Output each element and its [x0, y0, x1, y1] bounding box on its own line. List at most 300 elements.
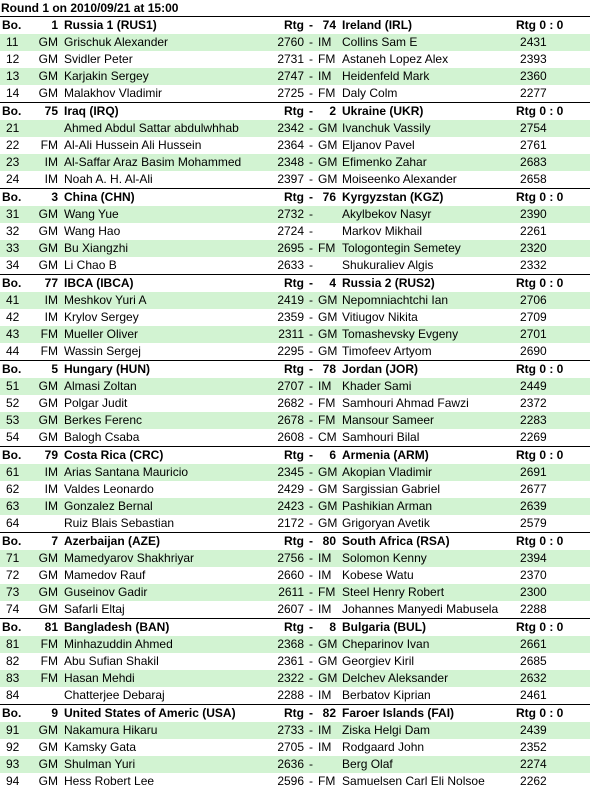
- player1-title: GM: [38, 740, 58, 754]
- separator: -: [309, 585, 314, 599]
- player2-name: Samhouri Bilal: [342, 430, 420, 444]
- board-number: 14: [6, 86, 20, 100]
- board-row: [0, 85, 590, 103]
- player1-name: Arias Santana Mauricio: [64, 465, 189, 479]
- team2-number: 6: [329, 448, 337, 462]
- match-header-row: [0, 103, 590, 121]
- separator: -: [309, 534, 314, 548]
- player1-title: FM: [40, 138, 58, 152]
- pairings-table: [0, 16, 590, 790]
- separator: -: [309, 35, 314, 49]
- match-header-row: [0, 17, 590, 35]
- team1-number: 9: [51, 706, 58, 720]
- player2-name: Samuelsen Carl Eli Nolsoe: [342, 774, 485, 788]
- player1-title: GM: [38, 568, 58, 582]
- team1-number: 79: [44, 448, 58, 462]
- player2-rating: 2352: [520, 740, 547, 754]
- player1-name: Grischuk Alexander: [64, 35, 169, 49]
- player1-rating: 2364: [277, 138, 305, 152]
- player2-rating: 2658: [520, 172, 547, 186]
- board-row: [0, 601, 590, 619]
- player2-name: Georgiev Kiril: [342, 654, 415, 668]
- player1-name: Ruiz Blais Sebastian: [64, 516, 175, 530]
- player1-title: IM: [44, 310, 58, 324]
- player2-name: Collins Sam E: [342, 35, 418, 49]
- player2-rating: 2262: [520, 774, 547, 788]
- board-row: [0, 481, 590, 498]
- rating-label: Rtg: [284, 534, 305, 548]
- player2-rating: 2370: [520, 568, 547, 582]
- player1-name: Balogh Csaba: [64, 430, 140, 444]
- player1-rating: 2682: [277, 396, 305, 410]
- player2-rating: 2274: [520, 757, 547, 771]
- match-header-row: [0, 619, 590, 637]
- player2-title: FM: [318, 86, 336, 100]
- player1-name: Karjakin Sergey: [64, 69, 149, 83]
- player1-name: Bu Xiangzhi: [64, 241, 129, 255]
- board-row: [0, 51, 590, 68]
- player2-title: FM: [318, 52, 336, 66]
- team2-number: 76: [322, 190, 337, 204]
- board-number: 64: [6, 516, 20, 530]
- board-number: 72: [6, 568, 20, 582]
- player2-name: Astaneh Lopez Alex: [342, 52, 449, 66]
- player2-name: Delchev Aleksander: [342, 671, 449, 685]
- player1-rating: 2429: [277, 482, 305, 496]
- player2-rating: 2632: [520, 671, 547, 685]
- player2-rating: 2393: [520, 52, 547, 66]
- player2-name: Johannes Manyedi Mabusela: [342, 602, 499, 616]
- board-number: 21: [6, 121, 20, 135]
- player2-name: Vitiugov Nikita: [342, 310, 418, 324]
- player1-title: GM: [38, 241, 58, 255]
- player1-title: [36, 515, 62, 533]
- board-number: 62: [6, 482, 20, 496]
- team2-name: South Africa (RSA): [342, 534, 450, 548]
- player2-title: IM: [318, 602, 332, 616]
- player1-title: GM: [38, 430, 58, 444]
- player1-name: Malakhov Vladimir: [64, 86, 163, 100]
- separator: -: [309, 430, 314, 444]
- player1-name: Polgar Judit: [64, 396, 128, 410]
- separator: -: [309, 551, 314, 565]
- player1-name: Valdes Leonardo: [64, 482, 154, 496]
- team1-name: Azerbaijan (AZE): [64, 534, 161, 548]
- player2-name: Tologontegin Semetey: [342, 241, 461, 255]
- player2-name: Kobese Watu: [342, 568, 414, 582]
- separator: -: [309, 516, 314, 530]
- player1-title: FM: [40, 671, 58, 685]
- player2-name: Cheparinov Ivan: [342, 637, 430, 651]
- player2-rating: 2754: [520, 121, 547, 135]
- board-number: 43: [6, 327, 20, 341]
- rating-label: Rtg: [284, 18, 305, 32]
- player2-name: Sargissian Gabriel: [342, 482, 441, 496]
- player1-rating: 2172: [277, 516, 305, 530]
- player2-name: Khader Sami: [342, 379, 412, 393]
- player2-rating: 2579: [520, 516, 547, 530]
- board-label: Bo.: [2, 276, 22, 290]
- player1-rating: 2725: [277, 86, 305, 100]
- player1-rating: 2695: [277, 241, 305, 255]
- player2-title: GM: [318, 155, 338, 169]
- player1-name: Noah A. H. Al-Ali: [64, 172, 153, 186]
- separator: -: [309, 465, 314, 479]
- player2-title: IM: [318, 379, 332, 393]
- team2-name: Faroer Islands (FAI): [342, 706, 455, 720]
- player2-rating: 2269: [520, 430, 547, 444]
- board-row: [0, 34, 590, 51]
- team2-name: Armenia (ARM): [342, 448, 429, 462]
- board-row: [0, 670, 590, 687]
- player2-rating: 2701: [520, 327, 547, 341]
- player2-rating: 2691: [520, 465, 547, 479]
- separator: -: [309, 52, 314, 66]
- player2-rating: 2683: [520, 155, 547, 169]
- player2-name: Ivanchuk Vassily: [342, 121, 431, 135]
- board-number: 41: [6, 293, 20, 307]
- board-row: [0, 137, 590, 154]
- player1-title: GM: [38, 224, 58, 238]
- player2-title: GM: [318, 465, 338, 479]
- player1-rating: 2311: [278, 327, 305, 341]
- player2-title: GM: [318, 344, 338, 358]
- player1-rating: 2596: [277, 774, 305, 788]
- team2-name: Kyrgyzstan (KGZ): [342, 190, 444, 204]
- board-number: 31: [6, 207, 20, 221]
- separator: -: [309, 396, 314, 410]
- player2-title: FM: [318, 774, 336, 788]
- separator: -: [309, 138, 314, 152]
- player1-name: Krylov Sergey: [64, 310, 139, 324]
- player2-title: GM: [318, 654, 338, 668]
- board-number: 24: [6, 172, 20, 186]
- player1-rating: 2295: [277, 344, 305, 358]
- separator: -: [309, 654, 314, 668]
- board-number: 42: [6, 310, 20, 324]
- player1-name: Abu Sufian Shakil: [64, 654, 159, 668]
- separator: -: [309, 207, 314, 221]
- player1-title: GM: [38, 35, 58, 49]
- player1-title: [36, 687, 62, 705]
- player2-title: GM: [318, 516, 338, 530]
- separator: -: [309, 104, 314, 118]
- player1-rating: 2732: [277, 207, 305, 221]
- separator: -: [309, 18, 314, 32]
- board-row: [0, 326, 590, 343]
- player1-title: GM: [38, 723, 58, 737]
- player2-title: [316, 223, 340, 240]
- player1-name: Wang Yue: [64, 207, 119, 221]
- player1-name: Hess Robert Lee: [64, 774, 155, 788]
- team1-name: United States of Americ (USA): [64, 706, 236, 720]
- board-row: [0, 343, 590, 361]
- match-score: Rtg 0 : 0: [516, 276, 564, 290]
- player2-rating: 2431: [520, 35, 547, 49]
- separator: -: [309, 740, 314, 754]
- separator: -: [309, 688, 314, 702]
- player2-rating: 2277: [520, 86, 547, 100]
- player1-name: Wang Hao: [64, 224, 121, 238]
- team1-name: Iraq (IRQ): [64, 104, 119, 118]
- player2-name: Shukuraliev Algis: [342, 258, 434, 272]
- round-title: Round 1 on 2010/09/21 at 15:00: [1, 1, 179, 15]
- player1-rating: 2348: [277, 155, 305, 169]
- player1-title: FM: [40, 344, 58, 358]
- player2-rating: 2261: [520, 224, 547, 238]
- player1-rating: 2345: [277, 465, 305, 479]
- player1-rating: 2361: [277, 654, 305, 668]
- board-number: 54: [6, 430, 20, 444]
- player2-rating: 2461: [520, 688, 547, 702]
- team1-number: 81: [44, 620, 58, 634]
- match-score: Rtg 0 : 0: [516, 18, 564, 32]
- board-label: Bo.: [2, 104, 22, 118]
- separator: -: [309, 774, 314, 788]
- player2-title: [316, 206, 340, 223]
- player1-rating: 2636: [277, 757, 305, 771]
- player2-title: GM: [318, 293, 338, 307]
- separator: -: [309, 379, 314, 393]
- board-row: [0, 171, 590, 189]
- player1-title: FM: [40, 637, 58, 651]
- board-number: 33: [6, 241, 20, 255]
- player2-title: GM: [318, 499, 338, 513]
- board-number: 63: [6, 499, 20, 513]
- player1-title: [36, 120, 62, 137]
- player2-title: IM: [318, 69, 332, 83]
- separator: -: [309, 121, 314, 135]
- player1-title: GM: [38, 413, 58, 427]
- board-row: [0, 464, 590, 481]
- team1-name: Costa Rica (CRC): [64, 448, 164, 462]
- player2-rating: 2677: [520, 482, 547, 496]
- player1-name: Mamedyarov Shakhriyar: [64, 551, 195, 565]
- player2-name: Steel Henry Robert: [342, 585, 445, 599]
- board-number: 22: [6, 138, 20, 152]
- rating-label: Rtg: [284, 448, 305, 462]
- separator: -: [309, 69, 314, 83]
- player1-title: GM: [38, 258, 58, 272]
- team1-number: 3: [51, 190, 58, 204]
- board-number: 61: [6, 465, 20, 479]
- board-number: 74: [6, 602, 20, 616]
- team1-name: Hungary (HUN): [64, 362, 150, 376]
- player2-rating: 2394: [520, 551, 547, 565]
- team1-number: 75: [44, 104, 58, 118]
- player2-rating: 2332: [520, 258, 547, 272]
- team2-name: Bulgaria (BUL): [342, 620, 427, 634]
- separator: -: [309, 362, 314, 376]
- separator: -: [309, 620, 314, 634]
- player1-title: GM: [38, 207, 58, 221]
- rating-label: Rtg: [284, 104, 305, 118]
- match-header-row: [0, 189, 590, 207]
- board-number: 32: [6, 224, 20, 238]
- player2-name: Pashikian Arman: [342, 499, 433, 513]
- team2-number: 4: [329, 276, 337, 290]
- player1-name: Safarli Eltaj: [64, 602, 125, 616]
- separator: -: [309, 637, 314, 651]
- player2-rating: 2639: [520, 499, 547, 513]
- separator: -: [309, 241, 314, 255]
- team1-name: IBCA (IBCA): [64, 276, 134, 290]
- player2-name: Tomashevsky Evgeny: [342, 327, 459, 341]
- player2-title: IM: [318, 35, 332, 49]
- board-row: [0, 257, 590, 275]
- separator: -: [309, 172, 314, 186]
- separator: -: [309, 258, 314, 272]
- player2-rating: 2449: [520, 379, 547, 393]
- board-row: [0, 292, 590, 309]
- player1-name: Mueller Oliver: [64, 327, 139, 341]
- player1-name: Al-Ali Hussein Ali Hussein: [64, 138, 202, 152]
- player2-name: Rodgaard John: [342, 740, 425, 754]
- player1-rating: 2678: [277, 413, 305, 427]
- player1-rating: 2423: [277, 499, 305, 513]
- player2-title: [316, 257, 340, 275]
- player1-rating: 2756: [277, 551, 305, 565]
- team2-number: 82: [322, 706, 337, 720]
- player1-name: Meshkov Yuri A: [64, 293, 147, 307]
- board-number: 92: [6, 740, 20, 754]
- player2-name: Daly Colm: [342, 86, 398, 100]
- board-row: [0, 584, 590, 601]
- board-row: [0, 515, 590, 533]
- player1-name: Gonzalez Bernal: [64, 499, 153, 513]
- board-label: Bo.: [2, 534, 22, 548]
- player2-title: IM: [318, 568, 332, 582]
- separator: -: [309, 293, 314, 307]
- player2-name: Ziska Helgi Dam: [342, 723, 431, 737]
- team2-number: 2: [329, 104, 337, 118]
- board-row: [0, 429, 590, 447]
- board-number: 73: [6, 585, 20, 599]
- board-row: [0, 498, 590, 515]
- board-number: 82: [6, 654, 20, 668]
- player2-rating: 2709: [520, 310, 547, 324]
- board-row: [0, 154, 590, 171]
- player1-title: GM: [38, 757, 58, 771]
- player1-title: IM: [44, 293, 58, 307]
- board-number: 84: [6, 688, 20, 702]
- board-row: [0, 739, 590, 756]
- player1-name: Mamedov Rauf: [64, 568, 146, 582]
- player1-name: Li Chao B: [64, 258, 117, 272]
- player2-name: Samhouri Ahmad Fawzi: [342, 396, 469, 410]
- player2-title: IM: [318, 551, 332, 565]
- team2-number: 80: [322, 534, 337, 548]
- player2-title: FM: [318, 413, 336, 427]
- board-number: 12: [6, 52, 20, 66]
- rating-label: Rtg: [284, 276, 305, 290]
- board-row: [0, 773, 590, 790]
- player2-rating: 2706: [520, 293, 547, 307]
- board-row: [0, 687, 590, 705]
- player1-title: GM: [38, 585, 58, 599]
- board-number: 13: [6, 69, 20, 83]
- player1-name: Nakamura Hikaru: [64, 723, 158, 737]
- player2-title: FM: [318, 396, 336, 410]
- player1-rating: 2633: [277, 258, 305, 272]
- player2-title: GM: [318, 172, 338, 186]
- player1-title: FM: [40, 654, 58, 668]
- player2-name: Timofeev Artyom: [342, 344, 432, 358]
- team2-name: Russia 2 (RUS2): [342, 276, 435, 290]
- player2-rating: 2283: [520, 413, 547, 427]
- player2-name: Moiseenko Alexander: [342, 172, 457, 186]
- player2-title: GM: [318, 121, 338, 135]
- team2-number: 78: [322, 362, 337, 376]
- player1-title: GM: [38, 602, 58, 616]
- player1-title: IM: [44, 465, 58, 479]
- player2-title: GM: [318, 671, 338, 685]
- board-row: [0, 395, 590, 412]
- rating-label: Rtg: [284, 362, 305, 376]
- player2-rating: 2320: [520, 241, 547, 255]
- match-header-row: [0, 533, 590, 551]
- player1-rating: 2707: [277, 379, 305, 393]
- player2-title: GM: [318, 327, 338, 341]
- separator: -: [309, 310, 314, 324]
- separator: -: [309, 327, 314, 341]
- board-number: 11: [6, 35, 19, 49]
- board-number: 83: [6, 671, 20, 685]
- player1-name: Wassin Sergej: [64, 344, 141, 358]
- board-row: [0, 550, 590, 567]
- board-label: Bo.: [2, 706, 22, 720]
- board-label: Bo.: [2, 18, 22, 32]
- player1-name: Ahmed Abdul Sattar abdulwhhab: [64, 121, 239, 135]
- rating-label: Rtg: [284, 620, 305, 634]
- player2-name: Grigoryan Avetik: [342, 516, 430, 530]
- team1-name: China (CHN): [64, 190, 135, 204]
- player1-name: Berkes Ferenc: [64, 413, 143, 427]
- player2-name: Berbatov Kiprian: [342, 688, 431, 702]
- board-number: 53: [6, 413, 20, 427]
- player2-rating: 2439: [520, 723, 547, 737]
- team1-number: 7: [51, 534, 58, 548]
- match-score: Rtg 0 : 0: [516, 534, 564, 548]
- separator: -: [309, 671, 314, 685]
- team2-number: 8: [329, 620, 337, 634]
- player2-title: [316, 756, 340, 773]
- player2-name: Akylbekov Nasyr: [342, 207, 432, 221]
- separator: -: [309, 190, 314, 204]
- board-number: 23: [6, 155, 20, 169]
- separator: -: [309, 602, 314, 616]
- player1-title: IM: [44, 155, 58, 169]
- match-score: Rtg 0 : 0: [516, 104, 564, 118]
- separator: -: [309, 224, 314, 238]
- player2-title: GM: [318, 138, 338, 152]
- match-score: Rtg 0 : 0: [516, 190, 564, 204]
- board-row: [0, 636, 590, 653]
- board-row: [0, 309, 590, 326]
- player2-rating: 2390: [520, 207, 547, 221]
- player2-title: IM: [318, 688, 332, 702]
- board-number: 71: [6, 551, 20, 565]
- player1-rating: 2608: [277, 430, 305, 444]
- player1-name: Kamsky Gata: [64, 740, 137, 754]
- player1-title: IM: [44, 482, 58, 496]
- player1-rating: 2288: [277, 688, 305, 702]
- separator: -: [309, 499, 314, 513]
- separator: -: [309, 276, 314, 290]
- player1-rating: 2607: [277, 602, 305, 616]
- player2-name: Mansour Sameer: [342, 413, 435, 427]
- player2-name: Akopian Vladimir: [342, 465, 433, 479]
